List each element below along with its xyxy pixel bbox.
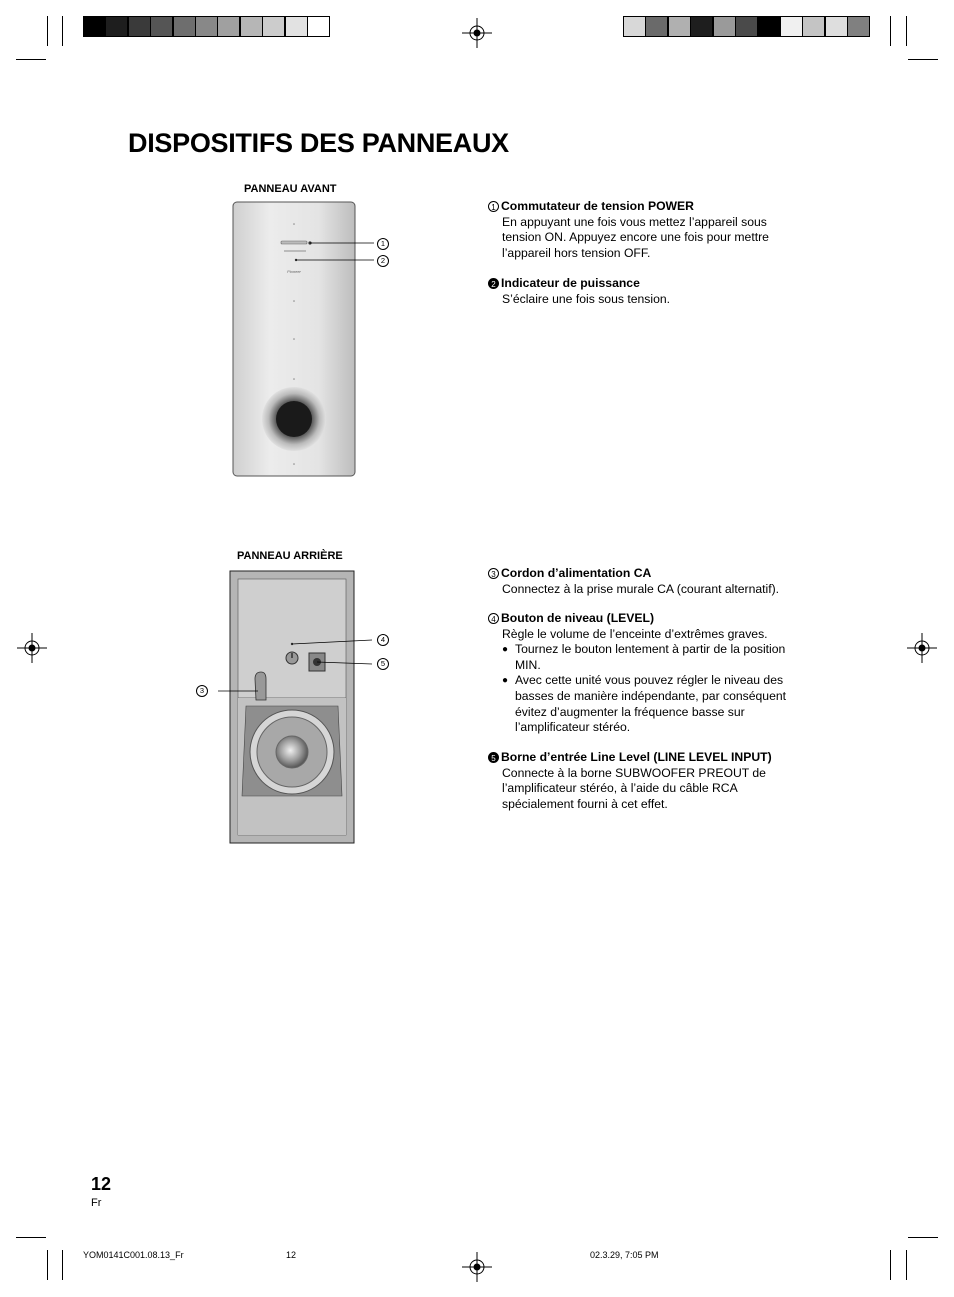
color-swatch [802, 16, 825, 37]
footer-file: YOM0141C001.08.13_Fr [83, 1250, 184, 1260]
item-line-level-input [488, 750, 828, 812]
footer-date: 02.3.29, 7:05 PM [590, 1250, 659, 1260]
item-title: Cordon d’alimentation CA [501, 566, 652, 580]
front-panel-illustration [226, 196, 396, 486]
front-callout-2: 2 [377, 255, 389, 267]
item-title: Commutateur de tension POWER [501, 199, 694, 213]
item-line: Connectez à la prise murale CA (courant alternatif). [502, 581, 780, 596]
color-swatch [173, 16, 196, 37]
svg-text:Pioneer: Pioneer [287, 269, 301, 274]
color-swatch [735, 16, 758, 37]
color-swatch [307, 16, 330, 37]
color-swatch [83, 16, 106, 37]
item-title: Indicateur de puissance [501, 276, 640, 290]
color-swatch [645, 16, 668, 37]
footer-page: 12 [286, 1250, 297, 1260]
front-callout-1: 1 [377, 238, 389, 250]
page-language: Fr [91, 1197, 102, 1209]
bullet-line: Avec cette unité vous pouvez régler le niveau des [515, 673, 784, 688]
color-swatch [285, 16, 308, 37]
rear-panel-caption: PANNEAU ARRIÈRE [237, 550, 343, 562]
bullet-line: l’amplificateur stéréo. [515, 720, 631, 735]
item-number: 5 [488, 752, 499, 763]
color-swatch [240, 16, 263, 37]
item-number: 4 [488, 613, 499, 624]
bullet-line: évitez d’augmenter la fréquence basse sur [515, 704, 745, 719]
rear-panel-illustration [204, 566, 374, 848]
color-swatch [217, 16, 240, 37]
color-swatch [847, 16, 870, 37]
item-ac-cord [488, 566, 828, 597]
item-number: 3 [488, 568, 499, 579]
item-line: En appuyant une fois vous mettez l’appareil sous [502, 214, 767, 229]
registration-mark-right [907, 633, 937, 663]
page-title: DISPOSITIFS DES PANNEAUX [128, 128, 509, 158]
front-panel-caption: PANNEAU AVANT [244, 183, 337, 195]
bullet-item [488, 673, 828, 735]
registration-mark-bottom [462, 1252, 492, 1282]
item-line: tension ON. Appuyez encore une fois pour mettre [502, 230, 769, 245]
registration-mark-top [462, 18, 492, 48]
color-swatch [105, 16, 128, 37]
item-line: Règle le volume de l’enceinte d’extrêmes graves. [502, 626, 768, 641]
rear-callout-4: 4 [377, 634, 389, 646]
bullet-icon: ● [502, 675, 509, 687]
item-line: spécialement fourni à cet effet. [502, 796, 668, 811]
rear-callout-5: 5 [377, 658, 389, 670]
color-swatch [150, 16, 173, 37]
item-level-knob [488, 611, 828, 736]
item-line: l’amplificateur stéréo, à l’aide du câble RCA [502, 781, 738, 796]
page-number: 12 [91, 1174, 112, 1194]
color-swatch [757, 16, 780, 37]
color-swatch [623, 16, 646, 37]
bullet-item [488, 642, 828, 673]
bullet-line: MIN. [515, 657, 541, 672]
registration-mark-left [17, 633, 47, 663]
item-line: l’appareil hors tension OFF. [502, 245, 651, 260]
color-swatch [780, 16, 803, 37]
item-power-indicator [488, 276, 828, 307]
item-power-switch [488, 199, 828, 261]
color-swatch [195, 16, 218, 37]
rear-callout-3: 3 [196, 685, 208, 697]
color-swatch [690, 16, 713, 37]
item-title: Bouton de niveau (LEVEL) [501, 611, 655, 625]
color-swatch [825, 16, 848, 37]
bullet-line: Tournez le bouton lentement à partir de la position [515, 642, 786, 657]
color-swatch [128, 16, 151, 37]
item-line: S’éclaire une fois sous tension. [502, 291, 671, 306]
color-swatch [713, 16, 736, 37]
bullet-line: basses de manière indépendante, par conséquent [515, 688, 787, 703]
item-line: Connecte à la borne SUBWOOFER PREOUT de [502, 765, 766, 780]
color-swatch [262, 16, 285, 37]
bullet-icon: ● [502, 644, 509, 656]
item-title: Borne d’entrée Line Level (LINE LEVEL INPUT) [501, 750, 772, 764]
item-number: 1 [488, 201, 499, 212]
color-swatch [668, 16, 691, 37]
item-number: 2 [488, 278, 499, 289]
